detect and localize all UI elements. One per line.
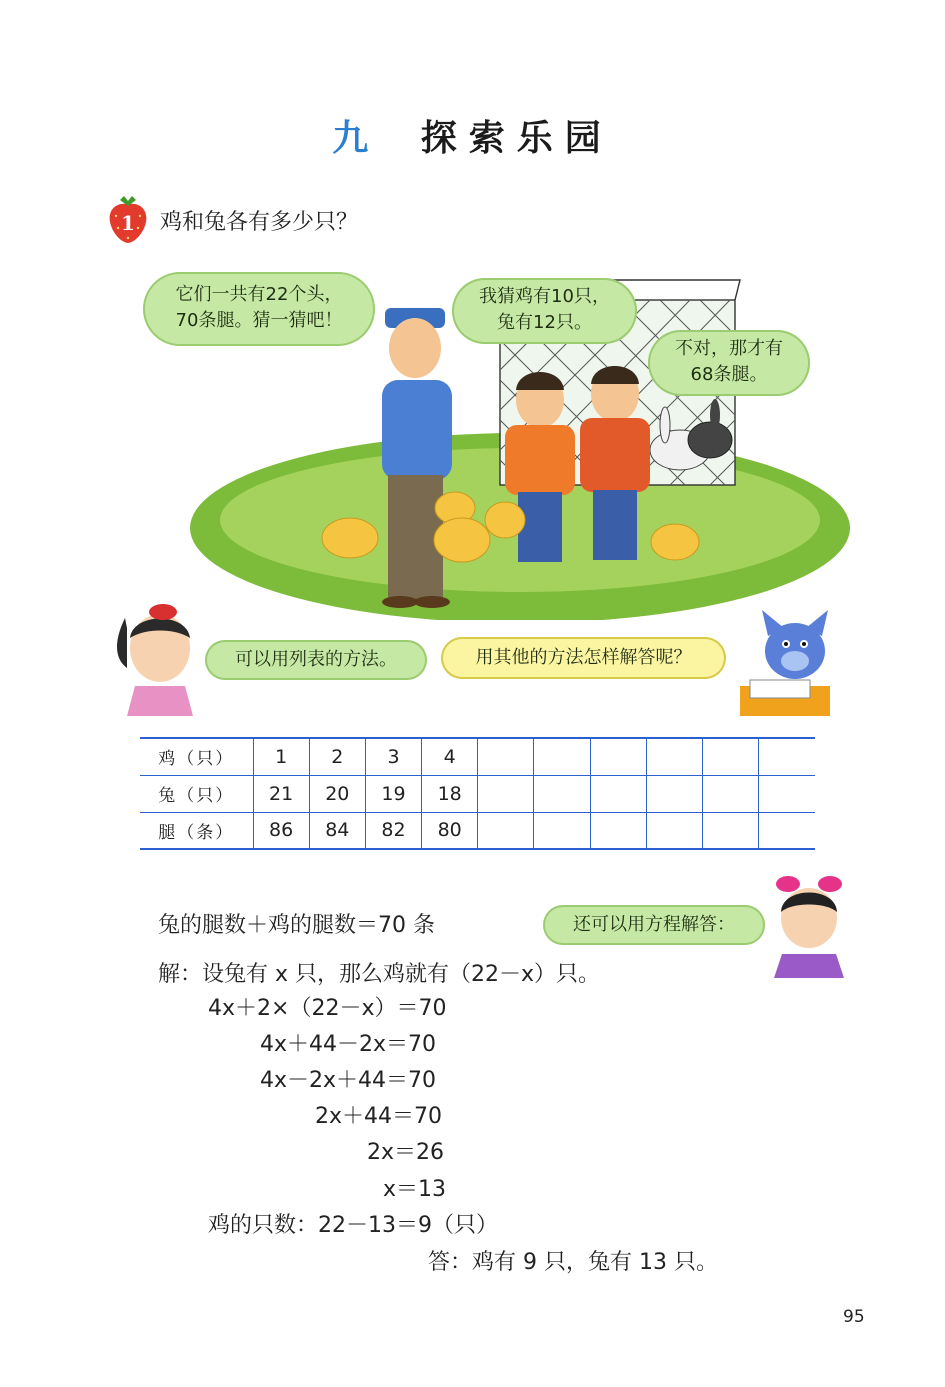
- table-cell: 20: [309, 775, 365, 812]
- tip-girl: 可以用列表的方法。: [205, 640, 427, 680]
- problem-number: 1: [121, 211, 135, 235]
- equation-step: x＝13: [383, 1177, 447, 1202]
- strawberry-badge-icon: [106, 194, 150, 244]
- chapter-title: [0, 110, 945, 161]
- problem-question: 鸡和兔各有多少只？: [160, 210, 359, 235]
- table-cell: 80: [422, 812, 478, 849]
- girl2-avatar-icon: [768, 866, 850, 978]
- table-cell: [590, 812, 646, 849]
- answer-line: 答：鸡有 9 只，兔有 13 只。: [428, 1250, 718, 1275]
- table-cell: 21: [253, 775, 309, 812]
- table-cell: 1: [253, 738, 309, 775]
- chapter-number: 九: [332, 118, 369, 159]
- table-row-chicken: [140, 738, 815, 775]
- page-number: 95: [843, 1307, 865, 1327]
- enumeration-table: [140, 737, 815, 851]
- table-cell: 2: [309, 738, 365, 775]
- table-cell: [646, 775, 702, 812]
- table-cell: [703, 775, 759, 812]
- cat-avatar-icon: [740, 606, 835, 718]
- tip-cat: 用其他的方法怎样解答呢？: [441, 637, 726, 679]
- tip-girl2: 还可以用方程解答：: [543, 905, 765, 945]
- table-cell: [703, 812, 759, 849]
- chapter-name: 探索乐园: [420, 118, 613, 159]
- table-cell: [478, 775, 534, 812]
- table-cell: 82: [365, 812, 421, 849]
- table-cell: [478, 738, 534, 775]
- table-cell: [478, 812, 534, 849]
- row-label: 鸡（只）: [140, 738, 253, 775]
- table-cell: 19: [365, 775, 421, 812]
- table-cell: [703, 738, 759, 775]
- row-label: 兔（只）: [140, 775, 253, 812]
- table-cell: 18: [422, 775, 478, 812]
- table-cell: [534, 738, 590, 775]
- equation-step: 2x＝26: [367, 1140, 445, 1165]
- table-cell: [646, 812, 702, 849]
- table-cell: [759, 812, 815, 849]
- relation-line: 兔的腿数＋鸡的腿数＝70 条: [158, 913, 435, 938]
- equation-step: 4x＋2×（22－x）＝70: [208, 996, 447, 1021]
- table-cell: [590, 775, 646, 812]
- chicken-count-line: 鸡的只数：22－13＝9（只）: [208, 1213, 498, 1238]
- table-cell: 86: [253, 812, 309, 849]
- girl-avatar-icon: [105, 598, 200, 716]
- equation-step: 4x－2x＋44＝70: [260, 1068, 437, 1093]
- table-cell: [759, 775, 815, 812]
- table-row-rabbit: [140, 775, 815, 812]
- row-label: 腿（条）: [140, 812, 253, 849]
- table-cell: 4: [422, 738, 478, 775]
- table-cell: 3: [365, 738, 421, 775]
- table-cell: [534, 775, 590, 812]
- grandpa-figure: [382, 308, 452, 608]
- table-row-legs: [140, 812, 815, 849]
- bubble-grandpa: 它们一共有22个头， 70条腿。猜一猜吧！: [143, 272, 375, 346]
- bubble-boy2: 不对，那才有 68条腿。: [648, 330, 810, 396]
- table-cell: [590, 738, 646, 775]
- bubble-boy1: 我猜鸡有10只， 兔有12只。: [452, 278, 637, 344]
- table-cell: [646, 738, 702, 775]
- table-cell: 84: [309, 812, 365, 849]
- setup-line: 解：设兔有 x 只，那么鸡就有（22－x）只。: [158, 962, 601, 987]
- equation-step: 4x＋44－2x＝70: [260, 1032, 437, 1057]
- table-cell: [759, 738, 815, 775]
- table-cell: [534, 812, 590, 849]
- equation-step: 2x＋44＝70: [315, 1104, 443, 1129]
